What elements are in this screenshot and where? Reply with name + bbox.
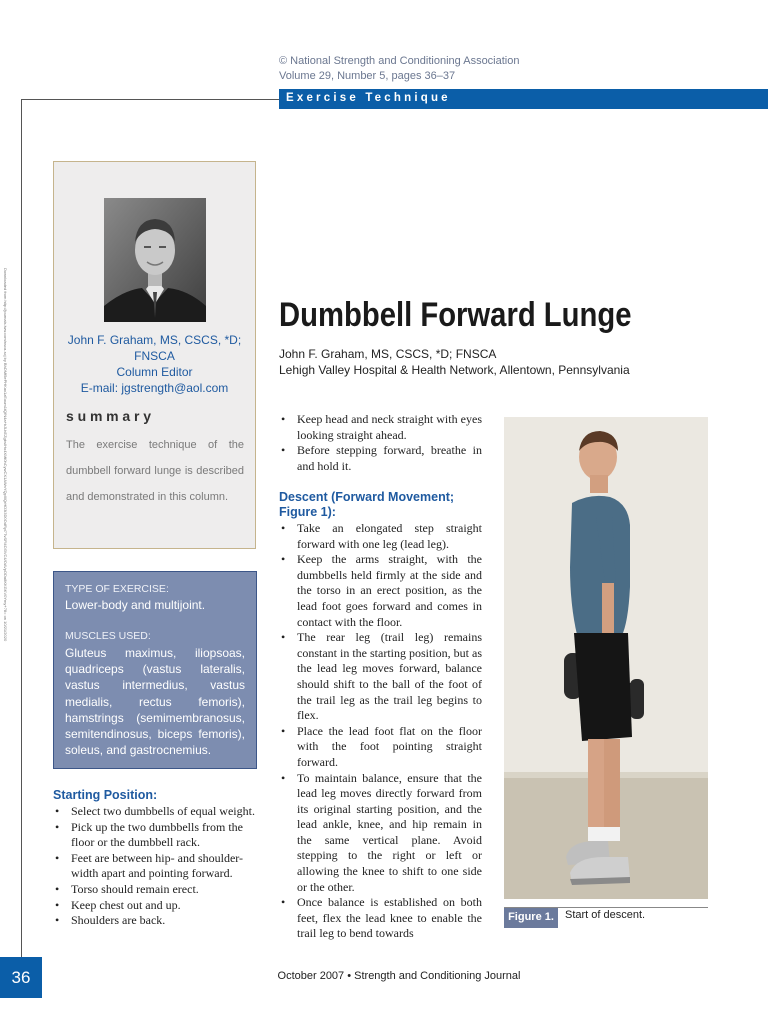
list-item: • Pick up the two dumbbells from the floor or the dumbbell rack. <box>53 820 259 851</box>
summary-title: summary <box>66 408 155 424</box>
list-item: • Keep the arms straight, with the dumbbells held firmly at the side and the torso in an erect position, as the lead foot goes forward and comes in contact with the floor. <box>279 552 482 630</box>
muscles-value: Gluteus maximus, iliopsoas, quadriceps (vastus lateralis, vastus intermedius, vastus medialis, rectus femoris), hamstrings (semimembranosus, semitendinosus, biceps femoris), soleus, and gastrocnemius. <box>65 646 245 758</box>
journal-header <box>279 54 519 84</box>
preparation-list <box>279 412 482 474</box>
list-item: • Before stepping forward, breathe in and hold it. <box>279 443 482 474</box>
exercise-type-value: Lower-body and multijoint. <box>65 598 206 612</box>
figure-label: Figure 1. <box>504 908 558 928</box>
figure-caption-text: Start of descent. <box>565 909 646 921</box>
descent-heading: Descent (Forward Movement; Figure 1): <box>279 490 455 519</box>
byline-affiliation: Lehigh Valley Hospital & Health Network, Allentown, Pennsylvania <box>279 362 630 377</box>
list-item: • Torso should remain erect. <box>53 882 259 898</box>
list-item: • Select two dumbbells of equal weight. <box>53 804 259 820</box>
descent-list <box>279 521 482 942</box>
list-item: • The rear leg (trail leg) remains constant in the starting position, but as the lead leg moves forward, balance should shift to the ball of the foot of the trail leg as the trail leg begins to flex. <box>279 630 482 724</box>
figure-caption <box>504 907 708 928</box>
frame-line-top <box>21 99 279 100</box>
starting-position-heading: Starting Position: <box>53 788 158 802</box>
list-item: • Feet are between hip- and shoulder-width apart and pointing forward. <box>53 851 259 882</box>
volume-line: Volume 29, Number 5, pages 36–37 <box>279 70 456 82</box>
author-photo <box>104 198 206 322</box>
download-note <box>0 268 8 758</box>
list-item: • Take an elongated step straight forward with one leg (lead leg). <box>279 521 482 552</box>
summary-text: The exercise technique of the dumbbell forward lunge is described and demonstrated in this column. <box>66 439 244 503</box>
starting-position-list <box>53 804 259 929</box>
exercise-type-label: TYPE OF EXERCISE: <box>65 583 169 595</box>
author-name: John F. Graham, MS, CSCS, *D; FNSCA <box>67 333 242 363</box>
article-title: Dumbbell Forward Lunge <box>279 296 632 334</box>
author-email[interactable]: E-mail: jgstrength@aol.com <box>80 381 229 395</box>
author-role: Column Editor <box>116 365 193 379</box>
footer-journal: October 2007 • Strength and Conditioning Journal <box>277 970 521 982</box>
list-item: • Shoulders are back. <box>53 913 259 929</box>
list-item: • Keep head and neck straight with eyes looking straight ahead. <box>279 412 482 443</box>
author-box <box>53 161 256 549</box>
section-label: Exercise Technique <box>286 92 451 104</box>
byline-name: John F. Graham, MS, CSCS, *D; FNSCA <box>279 347 497 361</box>
author-portrait-image <box>104 198 206 322</box>
download-note-text: Downloaded from http://journals.lww.com/nsca-scj by BhDMf5ePHKav1zEoum1tQfN4a+kJLhEZgbsIHo4XMi0hCywCX1AWnYQp/IlQrHD3i3D0OdRyi7TvSFl4Cf3VC4/OAVpDDa8KKGKV0Ymy+78= on 10/21/2020 <box>3 268 8 642</box>
page-number: 36 <box>0 957 42 998</box>
copyright-line: © National Strength and Conditioning Association <box>279 55 520 67</box>
frame-line-left <box>21 99 22 957</box>
figure-1-image <box>504 417 708 899</box>
exercise-photo <box>504 417 708 899</box>
exercise-info-box <box>53 571 257 769</box>
list-item: • Once balance is established on both feet, flex the lead knee to enable the trail leg to bend towards <box>279 895 482 942</box>
section-bar <box>279 89 768 109</box>
list-item: • To maintain balance, ensure that the lead leg moves directly forward from its original starting position, and the lead ankle, knee, and hip remain in the same vertical plane. Avoid stepping to the right or left or allowing the knee to shift to one side or the other. <box>279 771 482 896</box>
list-item: • Keep chest out and up. <box>53 898 259 914</box>
muscles-label: MUSCLES USED: <box>65 630 151 642</box>
article-byline <box>279 347 630 378</box>
list-item: • Place the lead foot flat on the floor with the foot pointing straight forward. <box>279 724 482 771</box>
author-contact <box>54 332 255 396</box>
